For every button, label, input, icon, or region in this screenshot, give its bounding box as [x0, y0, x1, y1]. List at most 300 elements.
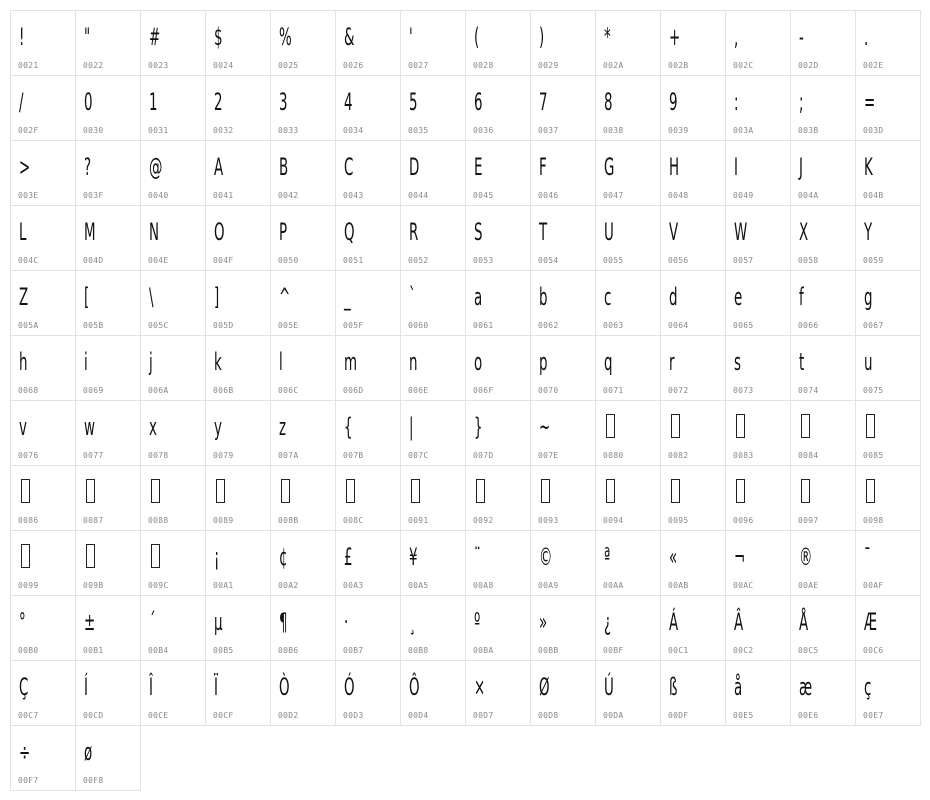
glyph-character: u [864, 348, 873, 376]
glyph-character: \ [149, 283, 154, 311]
glyph-cell [270, 140, 336, 206]
glyph-codepoint: 0027 [408, 61, 429, 70]
glyph-codepoint: 00C6 [863, 646, 884, 655]
glyph-character: * [604, 23, 611, 51]
glyph-cell [400, 530, 466, 596]
missing-glyph-box [736, 414, 745, 438]
glyph-codepoint: 0095 [668, 516, 689, 525]
glyph-character: « [669, 543, 678, 571]
glyph-codepoint: 0032 [213, 126, 234, 135]
glyph-cell [140, 140, 206, 206]
glyph-character: Ó [344, 673, 355, 701]
glyph-cell [335, 10, 401, 76]
glyph-character: : [734, 88, 739, 116]
glyph-cell [335, 75, 401, 141]
glyph-character: ; [799, 88, 804, 116]
glyph-cell [140, 660, 206, 726]
glyph-character: - [799, 23, 804, 51]
glyph-cell [205, 205, 271, 271]
glyph-cell [465, 400, 531, 466]
glyph-cell [140, 595, 206, 661]
glyph-character: K [864, 153, 873, 181]
glyph-cell [465, 595, 531, 661]
glyph-codepoint: 0096 [733, 516, 754, 525]
glyph-cell [855, 140, 921, 206]
glyph-codepoint: 00A9 [538, 581, 559, 590]
glyph-codepoint: 00DF [668, 711, 689, 720]
glyph-character: X [799, 218, 809, 246]
glyph-cell [75, 75, 141, 141]
glyph-codepoint: 006D [343, 386, 364, 395]
glyph-cell [335, 465, 401, 531]
glyph-character: h [19, 348, 28, 376]
glyph-codepoint: 0055 [603, 256, 624, 265]
glyph-codepoint: 0071 [603, 386, 624, 395]
missing-glyph-box [866, 414, 875, 438]
glyph-codepoint: 007D [473, 451, 494, 460]
glyph-character: 7 [539, 88, 548, 116]
glyph-codepoint: 00AC [733, 581, 754, 590]
glyph-cell [465, 140, 531, 206]
glyph-codepoint: 00B5 [213, 646, 234, 655]
glyph-character: × [474, 673, 486, 701]
glyph-cell [10, 140, 76, 206]
glyph-codepoint: 00D4 [408, 711, 429, 720]
glyph-codepoint: 0070 [538, 386, 559, 395]
glyph-cell [270, 75, 336, 141]
glyph-codepoint: 0097 [798, 516, 819, 525]
glyph-cell [400, 335, 466, 401]
glyph-character: E [474, 153, 483, 181]
missing-glyph-box [671, 479, 680, 503]
glyph-codepoint: 00C7 [18, 711, 39, 720]
glyph-character: j [149, 348, 153, 376]
glyph-codepoint: 0035 [408, 126, 429, 135]
glyph-character: 6 [474, 88, 483, 116]
glyph-codepoint: 00B4 [148, 646, 169, 655]
glyph-codepoint: 00F8 [83, 776, 104, 785]
glyph-cell [465, 335, 531, 401]
glyph-cell [595, 205, 661, 271]
glyph-cell [790, 205, 856, 271]
glyph-character: & [344, 23, 355, 51]
glyph-codepoint: 00AE [798, 581, 819, 590]
glyph-cell [530, 140, 596, 206]
glyph-cell [790, 75, 856, 141]
glyph-codepoint: 0093 [538, 516, 559, 525]
glyph-codepoint: 0021 [18, 61, 39, 70]
glyph-character: J [799, 153, 803, 181]
glyph-character: % [279, 23, 292, 51]
glyph-character: º [474, 608, 481, 636]
glyph-cell [270, 10, 336, 76]
glyph-character: A [214, 153, 224, 181]
glyph-codepoint: 0050 [278, 256, 299, 265]
glyph-cell [660, 335, 726, 401]
glyph-cell [205, 75, 271, 141]
glyph-codepoint: 005B [83, 321, 104, 330]
glyph-cell [140, 10, 206, 76]
glyph-codepoint: 008C [343, 516, 364, 525]
glyph-character: » [539, 608, 548, 636]
glyph-cell [75, 465, 141, 531]
glyph-character: Ô [409, 673, 420, 701]
glyph-character: 5 [409, 88, 418, 116]
glyph-character: ° [19, 608, 26, 636]
glyph-cell [790, 335, 856, 401]
glyph-character: / [19, 88, 24, 116]
glyph-codepoint: 0087 [83, 516, 104, 525]
glyph-character: S [474, 218, 483, 246]
glyph-cell [205, 140, 271, 206]
glyph-cell [205, 10, 271, 76]
glyph-cell [595, 270, 661, 336]
glyph-cell [530, 335, 596, 401]
glyph-codepoint: 0091 [408, 516, 429, 525]
glyph-codepoint: 0024 [213, 61, 234, 70]
glyph-cell [270, 205, 336, 271]
missing-glyph-box [216, 479, 225, 503]
glyph-codepoint: 00D3 [343, 711, 364, 720]
glyph-cell [335, 335, 401, 401]
glyph-character: µ [214, 608, 223, 636]
glyph-codepoint: 006E [408, 386, 429, 395]
glyph-cell [725, 335, 791, 401]
glyph-codepoint: 0049 [733, 191, 754, 200]
glyph-cell [660, 205, 726, 271]
glyph-character: d [669, 283, 678, 311]
glyph-character: v [19, 413, 27, 441]
glyph-cell [140, 335, 206, 401]
glyph-cell [790, 10, 856, 76]
glyph-cell [400, 75, 466, 141]
glyph-cell [725, 75, 791, 141]
glyph-character: l [279, 348, 283, 376]
glyph-character: ? [84, 153, 92, 181]
glyph-codepoint: 0084 [798, 451, 819, 460]
glyph-codepoint: 005E [278, 321, 299, 330]
glyph-character: ¯ [864, 543, 871, 571]
glyph-codepoint: 00E7 [863, 711, 884, 720]
glyph-cell [10, 725, 76, 791]
glyph-cell [790, 595, 856, 661]
glyph-cell [400, 270, 466, 336]
glyph-character: . [864, 23, 869, 51]
glyph-character: , [734, 23, 739, 51]
missing-glyph-box [21, 479, 30, 503]
glyph-character: © [539, 543, 553, 571]
glyph-character: ÷ [19, 738, 31, 766]
glyph-cell [205, 530, 271, 596]
glyph-codepoint: 009B [83, 581, 104, 590]
glyph-codepoint: 005D [213, 321, 234, 330]
glyph-character: ¨ [474, 543, 481, 571]
glyph-codepoint: 0046 [538, 191, 559, 200]
glyph-cell [270, 335, 336, 401]
glyph-cell [725, 270, 791, 336]
glyph-codepoint: 004C [18, 256, 39, 265]
glyph-codepoint: 006B [213, 386, 234, 395]
glyph-codepoint: 00A8 [473, 581, 494, 590]
glyph-cell [400, 595, 466, 661]
glyph-codepoint: 0023 [148, 61, 169, 70]
glyph-character: G [604, 153, 615, 181]
glyph-cell [140, 400, 206, 466]
glyph-cell [855, 75, 921, 141]
glyph-codepoint: 002B [668, 61, 689, 70]
glyph-codepoint: 0047 [603, 191, 624, 200]
glyph-codepoint: 00C2 [733, 646, 754, 655]
glyph-cell [205, 270, 271, 336]
glyph-codepoint: 00DA [603, 711, 624, 720]
glyph-codepoint: 0052 [408, 256, 429, 265]
glyph-codepoint: 0030 [83, 126, 104, 135]
glyph-codepoint: 0062 [538, 321, 559, 330]
glyph-codepoint: 004E [148, 256, 169, 265]
glyph-cell [530, 400, 596, 466]
glyph-codepoint: 00CD [83, 711, 104, 720]
glyph-cell [270, 400, 336, 466]
glyph-character: D [409, 153, 420, 181]
glyph-cell [465, 465, 531, 531]
glyph-codepoint: 00CE [148, 711, 169, 720]
glyph-codepoint: 007E [538, 451, 559, 460]
missing-glyph-box [736, 479, 745, 503]
glyph-codepoint: 00BB [538, 646, 559, 655]
missing-glyph-box [606, 479, 615, 503]
glyph-character: x [149, 413, 157, 441]
glyph-character: Â [734, 608, 744, 636]
glyph-character: # [149, 23, 161, 51]
glyph-character: s [734, 348, 741, 376]
glyph-cell [10, 335, 76, 401]
glyph-codepoint: 002A [603, 61, 624, 70]
glyph-codepoint: 00A3 [343, 581, 364, 590]
glyph-codepoint: 002C [733, 61, 754, 70]
glyph-cell [725, 595, 791, 661]
glyph-cell [465, 10, 531, 76]
glyph-codepoint: 008B [278, 516, 299, 525]
glyph-codepoint: 00B7 [343, 646, 364, 655]
glyph-character: 4 [344, 88, 353, 116]
glyph-character: o [474, 348, 483, 376]
glyph-character: ` [409, 283, 416, 311]
glyph-character: å [734, 673, 743, 701]
glyph-character: æ [799, 673, 813, 701]
glyph-codepoint: 009C [148, 581, 169, 590]
glyph-character: P [279, 218, 288, 246]
glyph-cell [335, 595, 401, 661]
glyph-codepoint: 006F [473, 386, 494, 395]
glyph-character: Ò [279, 673, 290, 701]
glyph-character: } [474, 413, 483, 441]
glyph-character: F [539, 153, 547, 181]
glyph-character: k [214, 348, 222, 376]
missing-glyph-box [346, 479, 355, 503]
glyph-cell [335, 205, 401, 271]
glyph-character: · [344, 608, 349, 636]
glyph-character: H [669, 153, 680, 181]
glyph-cell [335, 660, 401, 726]
glyph-codepoint: 0022 [83, 61, 104, 70]
glyph-cell [595, 465, 661, 531]
glyph-cell [465, 270, 531, 336]
glyph-character: V [669, 218, 679, 246]
glyph-character: Ø [539, 673, 550, 701]
glyph-codepoint: 00B6 [278, 646, 299, 655]
glyph-cell [660, 140, 726, 206]
glyph-codepoint: 0036 [473, 126, 494, 135]
glyph-cell [725, 205, 791, 271]
glyph-codepoint: 00BA [473, 646, 494, 655]
glyph-codepoint: 0045 [473, 191, 494, 200]
missing-glyph-box [86, 544, 95, 568]
glyph-character: W [734, 218, 748, 246]
glyph-cell [10, 465, 76, 531]
glyph-codepoint: 0077 [83, 451, 104, 460]
glyph-cell [530, 10, 596, 76]
glyph-character: ´ [149, 608, 156, 636]
glyph-cell [530, 530, 596, 596]
glyph-cell [790, 530, 856, 596]
glyph-cell [400, 465, 466, 531]
glyph-cell [595, 660, 661, 726]
glyph-cell [270, 530, 336, 596]
glyph-character: ¬ [734, 543, 746, 571]
glyph-cell [140, 465, 206, 531]
glyph-cell [530, 465, 596, 531]
glyph-character: ß [669, 673, 678, 701]
glyph-codepoint: 0054 [538, 256, 559, 265]
glyph-codepoint: 0085 [863, 451, 884, 460]
glyph-cell [10, 530, 76, 596]
glyph-character: > [19, 153, 31, 181]
glyph-cell [660, 465, 726, 531]
glyph-character: ( [474, 23, 480, 51]
glyph-character: ¶ [279, 608, 288, 636]
glyph-character: y [214, 413, 222, 441]
glyph-character: ] [214, 283, 220, 311]
glyph-cell [660, 75, 726, 141]
glyph-cell [725, 140, 791, 206]
glyph-codepoint: 0051 [343, 256, 364, 265]
glyph-codepoint: 00E5 [733, 711, 754, 720]
missing-glyph-box [801, 479, 810, 503]
glyph-character: ¢ [279, 543, 288, 571]
glyph-codepoint: 00B8 [408, 646, 429, 655]
glyph-cell [595, 595, 661, 661]
glyph-codepoint: 00C5 [798, 646, 819, 655]
glyph-cell [465, 660, 531, 726]
glyph-cell [75, 725, 141, 791]
glyph-character: t [799, 348, 805, 376]
glyph-cell [595, 400, 661, 466]
glyph-character: + [669, 23, 681, 51]
glyph-cell [465, 205, 531, 271]
glyph-cell [855, 10, 921, 76]
glyph-character: U [604, 218, 614, 246]
glyph-cell [140, 75, 206, 141]
missing-glyph-box [671, 414, 680, 438]
glyph-codepoint: 0060 [408, 321, 429, 330]
glyph-character: a [474, 283, 483, 311]
glyph-cell [855, 205, 921, 271]
glyph-cell [10, 660, 76, 726]
glyph-character: Í [84, 673, 88, 701]
glyph-codepoint: 004F [213, 256, 234, 265]
glyph-codepoint: 006C [278, 386, 299, 395]
glyph-codepoint: 005C [148, 321, 169, 330]
glyph-cell [10, 595, 76, 661]
glyph-cell [75, 10, 141, 76]
glyph-character: Á [669, 608, 679, 636]
glyph-cell [400, 10, 466, 76]
glyph-character: Q [344, 218, 355, 246]
glyph-codepoint: 00A5 [408, 581, 429, 590]
glyph-cell [400, 660, 466, 726]
glyph-codepoint: 00D2 [278, 711, 299, 720]
glyph-character: r [669, 348, 675, 376]
glyph-cell [205, 335, 271, 401]
glyph-cell [270, 465, 336, 531]
glyph-character: 0 [84, 88, 93, 116]
glyph-character: { [344, 413, 353, 441]
glyph-codepoint: 007A [278, 451, 299, 460]
glyph-codepoint: 007B [343, 451, 364, 460]
glyph-codepoint: 0068 [18, 386, 39, 395]
glyph-codepoint: 0079 [213, 451, 234, 460]
glyph-cell [660, 660, 726, 726]
glyph-character: ¡ [214, 543, 220, 571]
glyph-character: ç [864, 673, 872, 701]
glyph-character: Y [864, 218, 873, 246]
glyph-cell [855, 660, 921, 726]
glyph-codepoint: 00CF [213, 711, 234, 720]
glyph-codepoint: 00E6 [798, 711, 819, 720]
glyph-codepoint: 0063 [603, 321, 624, 330]
glyph-codepoint: 00C1 [668, 646, 689, 655]
glyph-character: ± [84, 608, 96, 636]
glyph-character: I [734, 153, 738, 181]
glyph-cell [725, 465, 791, 531]
missing-glyph-box [411, 479, 420, 503]
glyph-character: q [604, 348, 613, 376]
glyph-cell [660, 595, 726, 661]
glyph-codepoint: 0039 [668, 126, 689, 135]
glyph-codepoint: 0065 [733, 321, 754, 330]
glyph-codepoint: 0048 [668, 191, 689, 200]
glyph-cell [660, 530, 726, 596]
glyph-cell [530, 595, 596, 661]
glyph-codepoint: 0034 [343, 126, 364, 135]
glyph-character: c [604, 283, 612, 311]
glyph-codepoint: 00BF [603, 646, 624, 655]
glyph-codepoint: 00AA [603, 581, 624, 590]
glyph-cell [595, 75, 661, 141]
glyph-codepoint: 002E [863, 61, 884, 70]
missing-glyph-box [801, 414, 810, 438]
glyph-character: b [539, 283, 548, 311]
glyph-cell [790, 465, 856, 531]
glyph-codepoint: 0031 [148, 126, 169, 135]
glyph-codepoint: 0099 [18, 581, 39, 590]
glyph-codepoint: 0069 [83, 386, 104, 395]
glyph-character: ¿ [604, 608, 612, 636]
glyph-cell [10, 75, 76, 141]
glyph-character: ¸ [409, 608, 416, 636]
glyph-codepoint: 0066 [798, 321, 819, 330]
glyph-codepoint: 0083 [733, 451, 754, 460]
